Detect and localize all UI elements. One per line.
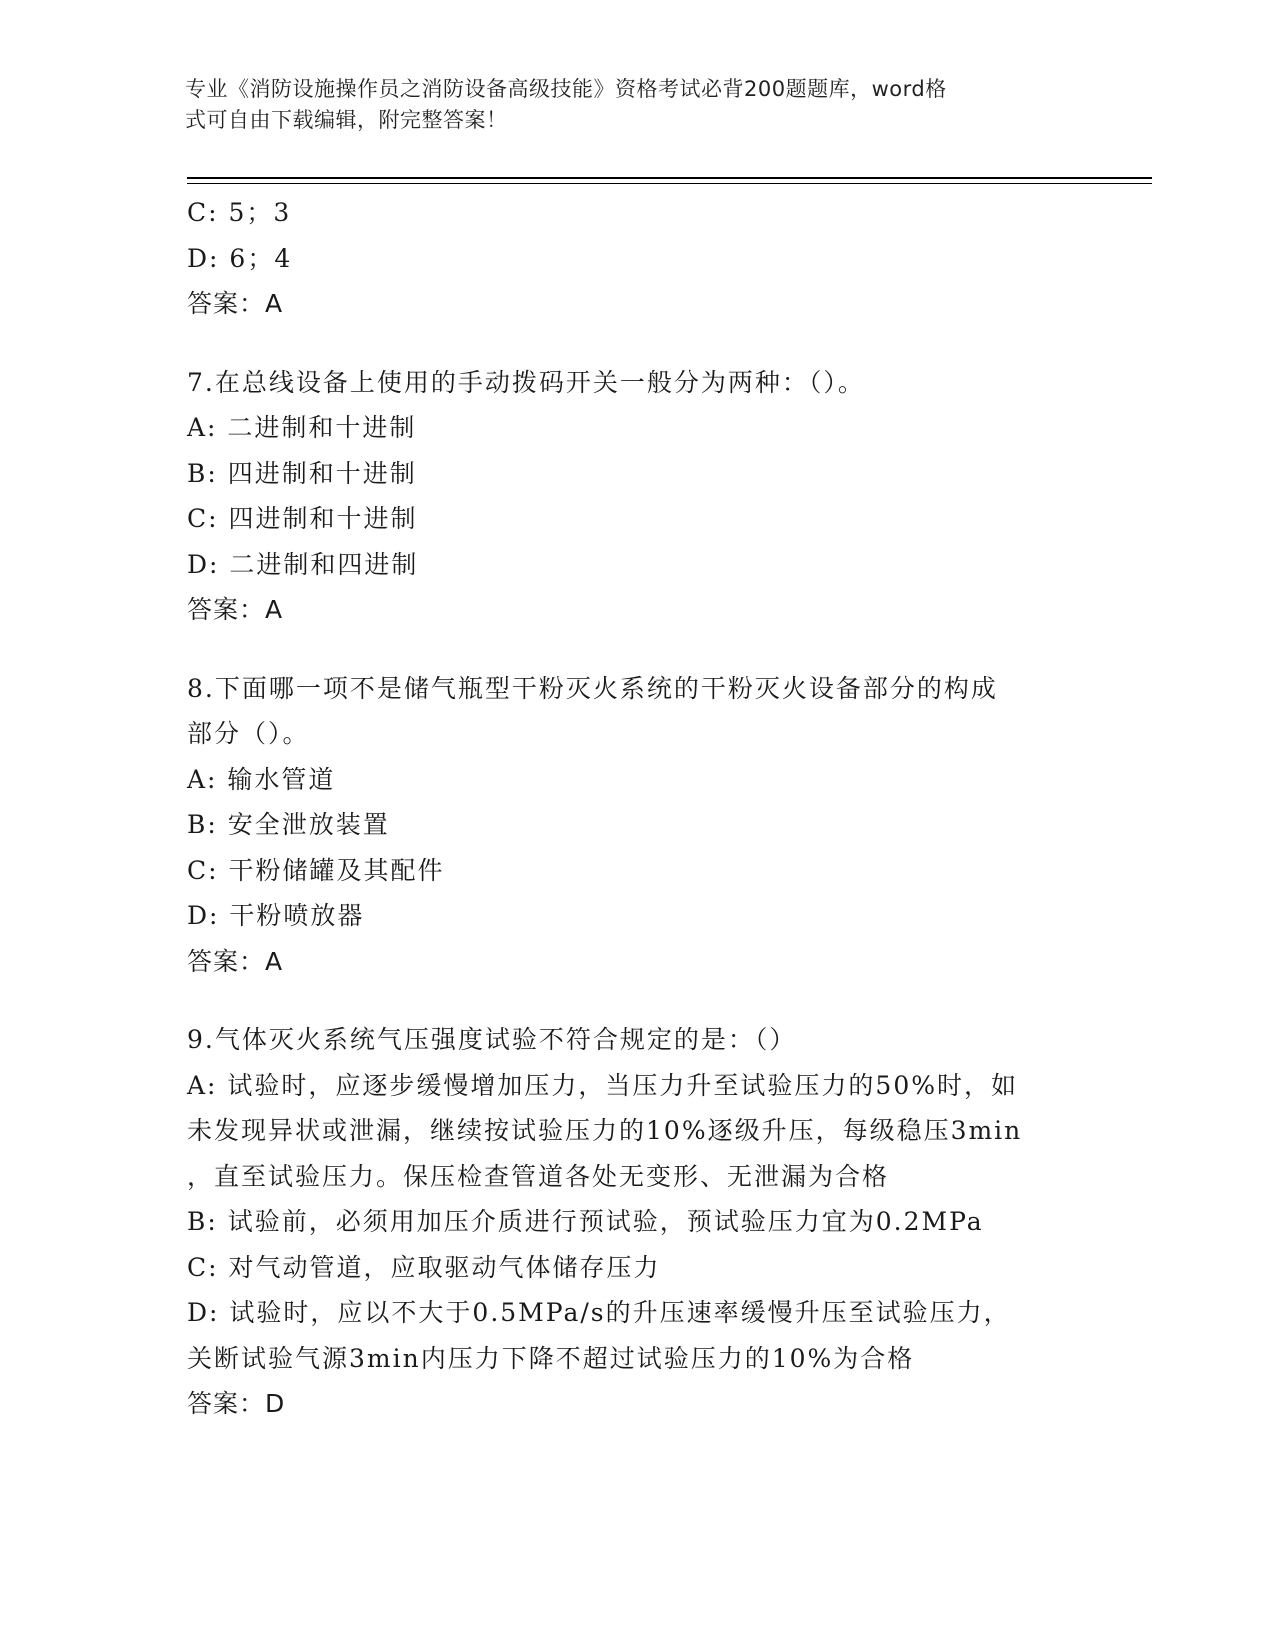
question-6-continued bbox=[187, 190, 1067, 327]
answer-line: 答案：A bbox=[187, 595, 284, 624]
spacer bbox=[187, 984, 1067, 1017]
option-d: D: 二进制和四进制 bbox=[187, 549, 419, 579]
header-line-2: 式可自由下载编辑，附完整答案！ bbox=[185, 108, 508, 132]
option-a: A: 二进制和十进制 bbox=[187, 413, 417, 442]
option-d: D: 干粉喷放器 bbox=[187, 901, 365, 930]
question-stem: 7.在总线设备上使用的手动拨码开关一般分为两种：（）。 bbox=[187, 367, 865, 397]
option-a-line-2: 未发现异状或泄漏，继续按试验压力的10%逐级升压，每级稳压3min bbox=[187, 1116, 1023, 1145]
option-d-line-1: D: 试验时，应以不大于0.5MPa/s的升压速率缓慢升压至试验压力， bbox=[187, 1298, 1011, 1327]
question-stem-line-1: 8.下面哪一项不是储气瓶型干粉灭火系统的干粉灭火设备部分的构成 bbox=[187, 673, 998, 703]
option-c: C: 四进制和十进制 bbox=[187, 504, 418, 533]
option-c: C: 对气动管道，应取驱动气体储存压力 bbox=[187, 1252, 661, 1282]
spacer bbox=[187, 633, 1067, 666]
option-c: C: 干粉储罐及其配件 bbox=[187, 855, 445, 885]
option-b: B: 四进制和十进制 bbox=[187, 458, 417, 488]
answer-line: 答案：A bbox=[187, 289, 284, 318]
question-stem: 9.气体灭火系统气压强度试验不符合规定的是：（） bbox=[187, 1025, 797, 1054]
answer-line: 答案：D bbox=[187, 1389, 286, 1418]
question-7 bbox=[187, 360, 1067, 633]
option-d: D: 6；4 bbox=[187, 243, 293, 273]
header-divider-thin bbox=[187, 183, 1152, 184]
header-line-1: 专业《消防设施操作员之消防设备高级技能》资格考试必背200题题库，word格 bbox=[185, 77, 947, 101]
question-8 bbox=[187, 666, 1067, 985]
question-stem-line-2: 部分（）。 bbox=[187, 719, 310, 748]
spacer bbox=[187, 327, 1067, 360]
option-a-line-3: ，直至试验压力。保压检查管道各处无变形、无泄漏为合格 bbox=[187, 1161, 890, 1191]
document-header bbox=[185, 74, 1065, 136]
option-a-line-1: A: 试验时，应逐步缓慢增加压力，当压力升至试验压力的50%时，如 bbox=[187, 1070, 1018, 1100]
option-d-line-2: 关断试验气源3min内压力下降不超过试验压力的10%为合格 bbox=[187, 1343, 915, 1373]
answer-line: 答案：A bbox=[187, 946, 284, 976]
option-b: B: 试验前，必须用加压介质进行预试验，预试验压力宜为0.2MPa bbox=[187, 1207, 984, 1236]
option-a: A: 输水管道 bbox=[187, 764, 336, 794]
option-b: B: 安全泄放装置 bbox=[187, 810, 390, 839]
question-list bbox=[187, 190, 1067, 1427]
header-divider-thick bbox=[187, 177, 1152, 179]
question-9 bbox=[187, 1017, 1067, 1427]
option-c: C: 5；3 bbox=[187, 198, 292, 227]
